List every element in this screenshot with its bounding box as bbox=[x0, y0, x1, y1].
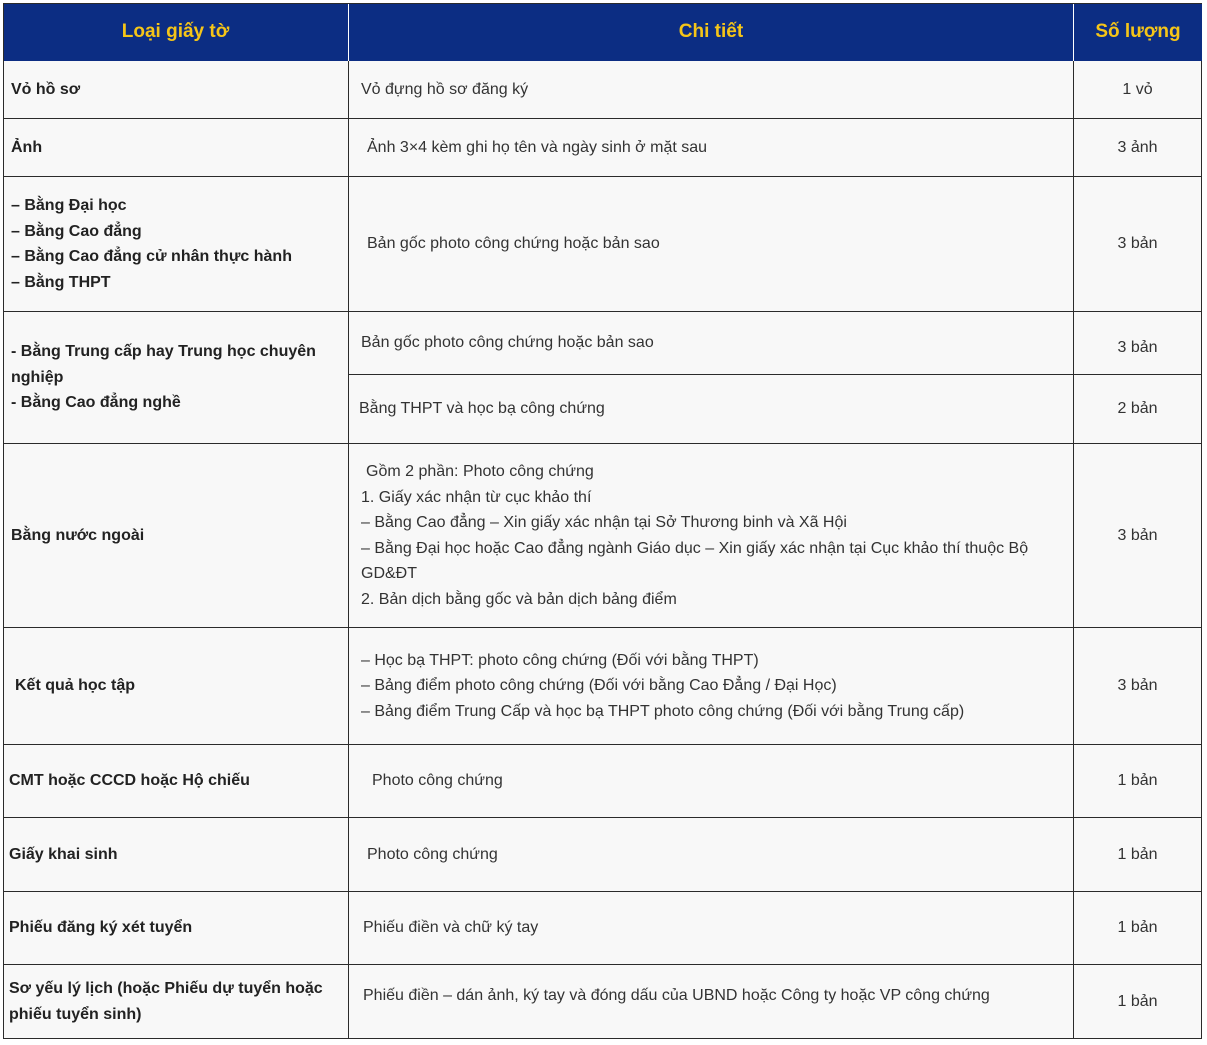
table-row-detail bbox=[349, 892, 1074, 965]
detail-label: Bằng THPT và học bạ công chứng bbox=[359, 400, 605, 418]
table-row-quantity: 3 bản bbox=[1074, 628, 1202, 745]
table-row-detail bbox=[349, 61, 1074, 119]
detail-label: Phiếu điền và chữ ký tay bbox=[363, 919, 539, 937]
detail-label: Photo công chứng bbox=[367, 845, 498, 863]
table-row-detail bbox=[349, 375, 1074, 444]
table-row-quantity: 1 bản bbox=[1074, 818, 1202, 892]
detail-label: – Bảng điểm photo công chứng (Đối với bằng Cao Đẳng / Đại Học) bbox=[361, 677, 837, 695]
detail-label: Photo công chứng bbox=[372, 772, 503, 790]
header-detail: Chi tiết bbox=[349, 3, 1074, 61]
table-row-detail bbox=[349, 177, 1074, 312]
type-label: – Bằng Cao đẳng cử nhân thực hành bbox=[11, 248, 292, 265]
detail-label: 1. Giấy xác nhận từ cục khảo thí bbox=[361, 488, 592, 506]
table-row-detail bbox=[349, 745, 1074, 818]
table-row-detail bbox=[349, 444, 1074, 628]
type-label: – Bằng Cao đẳng bbox=[11, 222, 142, 240]
detail-label: Vỏ đựng hồ sơ đăng ký bbox=[361, 80, 529, 98]
type-label: Sơ yếu lý lịch (hoặc Phiếu dự tuyển hoặc phiếu tuyển sinh) bbox=[9, 980, 323, 1023]
table-row-quantity: 1 vỏ bbox=[1074, 61, 1202, 119]
detail-label: Phiếu điền – dán ảnh, ký tay và đóng dấu của UBND hoặc Công ty hoặc VP công chứng bbox=[363, 987, 990, 1004]
detail-label: Gồm 2 phần: Photo công chứng bbox=[366, 463, 594, 480]
table-row-quantity: 3 bản bbox=[1074, 312, 1202, 375]
table-row-detail bbox=[349, 312, 1074, 375]
detail-label: 2. Bản dịch bằng gốc và bản dịch bảng điểm bbox=[361, 590, 677, 608]
type-label: Bằng nước ngoài bbox=[11, 526, 145, 544]
table-row-type bbox=[3, 61, 349, 119]
type-label: Kết quả học tập bbox=[15, 677, 136, 695]
table-row-detail bbox=[349, 965, 1074, 1039]
table-row-type bbox=[3, 818, 349, 892]
type-label: – Bằng THPT bbox=[11, 273, 111, 291]
table-row-quantity: 3 bản bbox=[1074, 177, 1202, 312]
table-row-quantity: 1 bản bbox=[1074, 892, 1202, 965]
header-type: Loại giấy tờ bbox=[3, 3, 349, 61]
type-label: - Bằng Cao đẳng nghề bbox=[11, 394, 181, 412]
detail-label: – Học bạ THPT: photo công chứng (Đối với bằng THPT) bbox=[361, 651, 759, 669]
detail-label: Bản gốc photo công chứng hoặc bản sao bbox=[367, 235, 660, 253]
table-row-quantity: 1 bản bbox=[1074, 745, 1202, 818]
detail-label: – Bằng Cao đẳng – Xin giấy xác nhận tại Sở Thương binh và Xã Hội bbox=[361, 514, 847, 531]
table-row-type bbox=[3, 119, 349, 177]
detail-label: – Bằng Đại học hoặc Cao đẳng ngành Giáo dục – Xin giấy xác nhận tại Cục khảo thí thuộc Bộ GD&ĐT bbox=[361, 539, 1029, 582]
detail-label: Ảnh 3×4 kèm ghi họ tên và ngày sinh ở mặt sau bbox=[367, 138, 708, 156]
table-row-detail bbox=[349, 119, 1074, 177]
table-row-type bbox=[3, 892, 349, 965]
table-row-type bbox=[3, 628, 349, 745]
table-row-type bbox=[3, 745, 349, 818]
detail-label: Bản gốc photo công chứng hoặc bản sao bbox=[361, 334, 654, 352]
type-label: Phiếu đăng ký xét tuyển bbox=[9, 919, 193, 937]
type-label: Vỏ hồ sơ bbox=[11, 80, 81, 98]
table-row-type bbox=[3, 444, 349, 628]
table-row-type bbox=[3, 312, 349, 444]
requirements-table bbox=[3, 3, 1202, 1039]
table-row-quantity: 3 bản bbox=[1074, 444, 1202, 628]
type-label: – Bằng Đại học bbox=[11, 197, 127, 214]
table-row-detail bbox=[349, 818, 1074, 892]
table-row-detail bbox=[349, 628, 1074, 745]
type-label: Ảnh bbox=[11, 138, 43, 156]
table-row-quantity: 1 bản bbox=[1074, 965, 1202, 1039]
table-row-type bbox=[3, 965, 349, 1039]
detail-label: – Bảng điểm Trung Cấp và học bạ THPT photo công chứng (Đối với bằng Trung cấp) bbox=[361, 702, 965, 720]
header-quantity: Số lượng bbox=[1074, 3, 1202, 61]
type-label: CMT hoặc CCCD hoặc Hộ chiếu bbox=[9, 772, 250, 790]
type-label: Giấy khai sinh bbox=[9, 845, 118, 863]
table-row-type bbox=[3, 177, 349, 312]
type-label: - Bằng Trung cấp hay Trung học chuyên nghiệp bbox=[11, 343, 316, 386]
table-row-quantity: 2 bản bbox=[1074, 375, 1202, 444]
table-row-quantity: 3 ảnh bbox=[1074, 119, 1202, 177]
